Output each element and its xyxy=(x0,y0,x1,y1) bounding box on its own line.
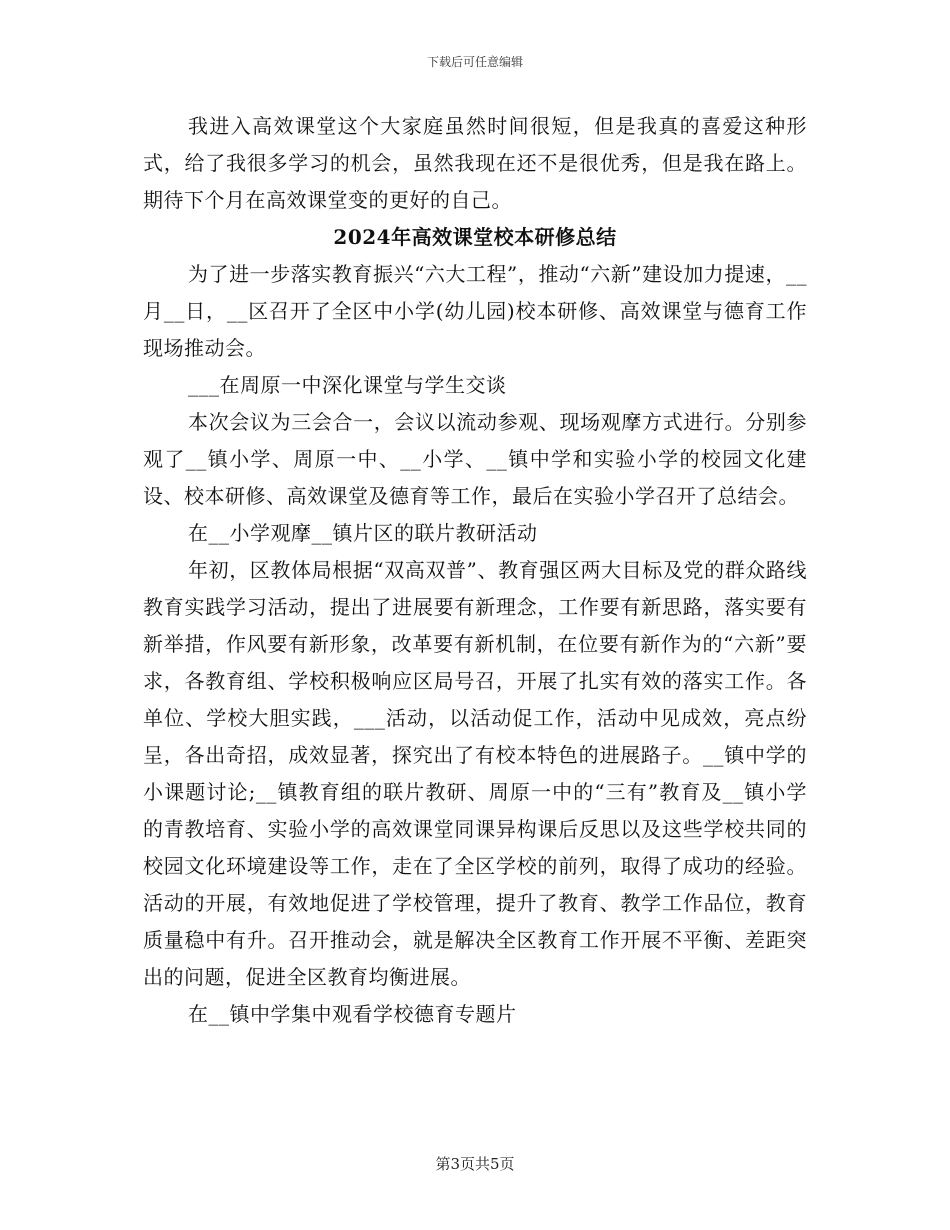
document-title: 2024年高效课堂校本研修总结 xyxy=(333,225,617,249)
paragraph: 为了进一步落实教育振兴“六大工程”，推动“六新”建设加力提速，__月__日，__区召开了全区中小学(幼儿园)校本研修、高效课堂与德育工作现场推动会。 xyxy=(143,262,807,360)
paragraph: 本次会议为三会合一，会议以流动参观、现场观摩方式进行。分别参观了__镇小学、周原一中、__小学、__镇中学和实验小学的校园文化建设、校本研修、高效课堂及德育等工作，最后在实验小学召开了总结会。 xyxy=(143,410,807,508)
paragraph: 年初，区教体局根据“双高双普”、教育强区两大目标及党的群众路线教育实践学习活动，提出了进展要有新理念，工作要有新思路，落实要有新举措，作风要有新形象，改革要有新机制，在位要有新作为的“六新”要求，各教育组、学校积极响应区局号召，开展了扎实有效的落实工作。各单位、学校大胆实践，___活动，以活动促工作，活动中见成效，亮点纷呈，各出奇招，成效显著，探究出了有校本特色的进展路子。__镇中学的小课题讨论;__镇教育组的联片教研、周原一中的“三有”教育及__镇小学的青教培育、实验小学的高效课堂同课异构课后反思以及这些学校共同的校园文化环境建设等工作，走在了全区学校的前列，取得了成功的经验。活动的开展，有效地促进了学校管理，提升了教育、教学工作品位，教育质量稳中有升。召开推动会，就是解决全区教育工作开展不平衡、差距突出的问题，促进全区教育均衡进展。 xyxy=(143,558,807,989)
section-heading: ___在周原一中深化课堂与学生交谈 xyxy=(188,373,507,397)
document-body xyxy=(143,108,807,1033)
page-number: 第3页共5页 xyxy=(435,1155,515,1173)
intro-paragraph: 我进入高效课堂这个大家庭虽然时间很短，但是我真的喜爱这种形式，给了我很多学习的机会，虽然我现在还不是很优秀，但是我在路上。期待下个月在高效课堂变的更好的自己。 xyxy=(143,114,807,212)
section-heading: 在__小学观摩__镇片区的联片教研活动 xyxy=(188,521,538,545)
section-heading: 在__镇中学集中观看学校德育专题片 xyxy=(188,1002,517,1026)
header-note: 下载后可任意编辑 xyxy=(426,55,523,69)
